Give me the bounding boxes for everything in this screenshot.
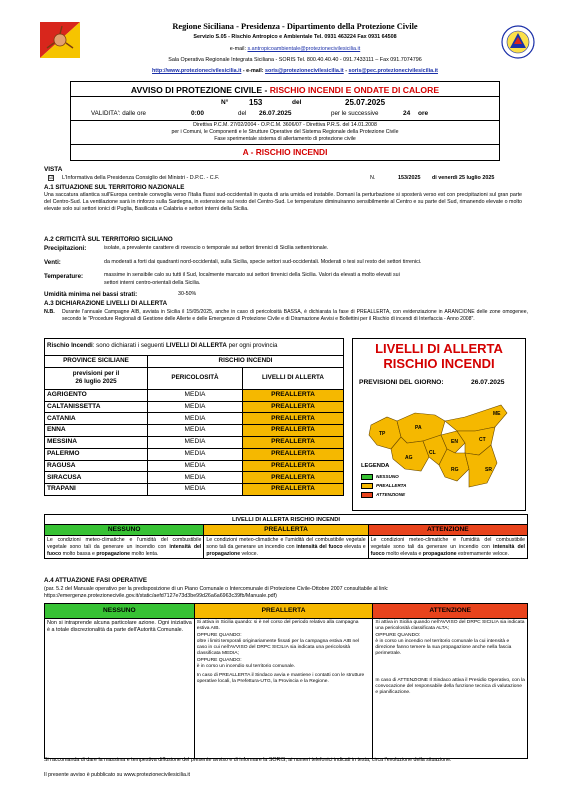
level-desc-preallerta: Le condizioni meteo-climatiche e l'umidità del combustibile vegetale sono tali da generare un incendio con intensità del fuoco elevata e propagazione veloce. — [204, 536, 368, 559]
phase-desc-nessuno: Non si intraprende alcuna particolare azione. Ogni iniziativa è a totale discrezionalità da parte dell'Autorità Comunale. — [45, 619, 195, 759]
map-region-me — [445, 405, 507, 431]
province-level: PREALLERTA — [243, 448, 344, 460]
nb-label: N.B. — [44, 309, 55, 315]
avviso-box — [70, 81, 500, 161]
section-a-title: A - RISCHIO INCENDI — [242, 147, 328, 157]
levels-caption: LIVELLI DI ALLERTA RISCHIO INCENDI — [44, 514, 528, 526]
map-label-tp: TP — [379, 431, 386, 437]
province-level: PREALLERTA — [243, 436, 344, 448]
validity-hours: 24 — [403, 110, 411, 117]
temperature-text-2: settori interni centro-orientali della Sicilia. — [104, 280, 201, 286]
avviso-number: 153 — [249, 98, 263, 107]
service-email-link[interactable]: s.antropicoambientale@protezionecivilesicilia.it — [247, 46, 361, 52]
a4-text: (par. 5.2 del Manuale operativo per la predisposizione di un Piano Comunale o Intercomunale di Protezione Civile-Ottobre 2007 consultabile al link: — [44, 586, 389, 592]
map-label-sr: SR — [485, 467, 492, 473]
province-caption: Rischio Incendi: sono dichiarati i seguenti LIVELLI DI ALLERTA per ogni provincia — [44, 338, 344, 355]
vista-n-label: N. — [370, 175, 376, 181]
province-risk: MEDIA — [148, 448, 243, 460]
province-level: PREALLERTA — [243, 460, 344, 472]
province-name: MESSINA — [45, 436, 148, 448]
province-risk: MEDIA — [148, 413, 243, 425]
province-risk: MEDIA — [148, 425, 243, 437]
map-panel — [352, 338, 526, 511]
map-title-2: RISCHIO INCENDI — [383, 356, 495, 371]
legend-label: ATTENZIONE — [376, 491, 406, 497]
avviso-date: 25.07.2025 — [345, 98, 386, 107]
vista-date: di venerdì 25 luglio 2025 — [432, 175, 495, 181]
soris-email-link[interactable]: soris@protezionecivilesicilia.it — [265, 68, 344, 74]
humidity-value: 30-50% — [178, 291, 197, 297]
validity-ore: ore — [418, 110, 429, 117]
a4-title: A.4 ATTUAZIONE FASI OPERATIVE — [44, 577, 148, 584]
legend-item — [361, 481, 406, 490]
del-label: del — [292, 99, 302, 106]
col-risk: RISCHIO INCENDI — [148, 356, 344, 368]
province-name: CATANIA — [45, 413, 148, 425]
manual-link[interactable]: https://emergenze.protezionecivile.gov.it/static/aefd7127e73d3be99d26a6a6963c39fb/Manuale.pdf) — [44, 593, 277, 599]
directive-line-2: per i Comuni, le Componenti e le Strutture Operative del Sistema Regionale della Protezione Civile — [171, 129, 399, 135]
phase-head-nessuno: NESSUNO — [45, 604, 195, 619]
levels-table — [44, 524, 528, 559]
province-row — [45, 484, 344, 496]
humidity-label: Umidità minima nei bassi strati: — [44, 291, 138, 298]
province-level: PREALLERTA — [243, 472, 344, 484]
province-name: AGRIGENTO — [45, 389, 148, 401]
province-row — [45, 413, 344, 425]
legend-swatch — [361, 474, 373, 480]
province-risk: MEDIA — [148, 389, 243, 401]
legend-item — [361, 472, 406, 481]
header-soris-line: Sala Operativa Regionale Integrata Siciliana - SORIS Tel. 800.40.40.40 - 091.7433111 – Fax 091.7074796 — [168, 57, 422, 63]
province-risk: MEDIA — [148, 460, 243, 472]
province-row — [45, 448, 344, 460]
number-label: N° — [221, 99, 229, 106]
legend — [361, 472, 406, 499]
footer-recommendation: Si raccomanda di dare la massima e tempestiva diffusione del presente avviso e di informare la SORIS, ai numeri telefonici indicati in testa, circa l'evoluzione della situazione. — [44, 757, 452, 763]
province-row — [45, 401, 344, 413]
province-level: PREALLERTA — [243, 401, 344, 413]
col-danger: PERICOLOSITÀ — [148, 367, 243, 389]
legend-label: NESSUNO — [376, 473, 399, 479]
directive-line-3: Fase sperimentale sistema di allertamento di protezione civile — [214, 136, 356, 142]
province-name: PALERMO — [45, 448, 148, 460]
col-province: PROVINCE SICILIANE — [45, 356, 148, 368]
wind-label: Venti: — [44, 259, 61, 266]
province-row — [45, 460, 344, 472]
province-level: PREALLERTA — [243, 413, 344, 425]
sicily-region-logo — [40, 22, 80, 58]
soris-pec-link[interactable]: soris@pec.protezionecivilesicilia.it — [348, 68, 438, 74]
province-level: PREALLERTA — [243, 389, 344, 401]
nb-text: Durante l'annuale Campagne AIB, avviata in Sicilia il 15/05/2025, anche in caso di pericolosità BASSA, è dichiarata la fase di PREALLERTA, con evidenziazione in ARANCIONE delle zone omogenee, secondo le "Procedure Regionali di Gestione delle Allerte e delle Emergenze di Protezione Civile e di Diramazione Avvisi e Bollettini per il Rischio di incendi di Interfaccia - Anno 2008". — [62, 309, 528, 322]
footer-publication: Il presente avviso è pubblicato su www.protezionecivilesicilia.it — [44, 772, 191, 778]
province-level: PREALLERTA — [243, 484, 344, 496]
map-forecast-date: 26.07.2025 — [471, 379, 505, 386]
level-head-nessuno: NESSUNO — [45, 525, 204, 536]
province-name: CALTANISSETTA — [45, 401, 148, 413]
phase-head-attenzione: ATTENZIONE — [373, 604, 528, 619]
province-risk: MEDIA — [148, 401, 243, 413]
map-forecast-label: PREVISIONI DEL GIORNO: — [359, 379, 444, 386]
temperature-label: Temperature: — [44, 273, 84, 280]
validity-del: del — [238, 110, 247, 117]
map-label-ag: AG — [405, 455, 413, 461]
a2-title: A.2 CRITICITÀ SUL TERRITORIO SICILIANO — [44, 236, 173, 243]
map-title-1: LIVELLI DI ALLERTA — [375, 341, 503, 356]
province-row — [45, 425, 344, 437]
map-label-cl: CL — [429, 450, 436, 456]
legend-title: LEGENDA — [361, 463, 390, 469]
temperature-text-1: massime in sensibile calo su tutti il Sud, localmente marcato sui settori tirrenici della Sicilia. Valori da elevati a molto elevati sui — [104, 272, 400, 278]
level-head-attenzione: ATTENZIONE — [368, 525, 527, 536]
header-service-line: Servizio S.05 - Rischio Antropico e Ambientale Tel. 0931 463224 Fax 0931 64508 — [193, 34, 397, 40]
vista-checkbox[interactable]: ☑ — [49, 175, 54, 181]
map-label-pa: PA — [415, 425, 422, 431]
a1-text: Una saccatura atlantica sull'Europa centrale convoglia verso l'Italia flussi sud-occidentali in quota di aria umida ed instabile. Domani la perturbazione si sposterà verso est con precipitazioni sul gran parte del Centro-Sud. La ventilazione sarà in rinforzo sulla Sardegna, in estensione sul resto del Centro-Sud. Le temperature diminuiranno sensibilmente al Centro e su parte del Sud, rimanendo elevate o molto elevate solo sui settori ionici di Puglia, Basilicata e Calabria e settori interni della Sicilia. — [44, 192, 522, 212]
website-link[interactable]: http://www.protezionecivilesicilia.it — [152, 68, 242, 74]
precipitation-label: Precipitazioni: — [44, 245, 87, 252]
validity-time: 0:00 — [191, 110, 205, 117]
civil-protection-logo — [500, 24, 536, 60]
map-label-en: EN — [451, 439, 458, 445]
map-label-me: ME — [493, 411, 501, 417]
avviso-title: AVVISO DI PROTEZIONE CIVILE - RISCHIO INCENDI E ONDATE DI CALORE — [130, 85, 440, 95]
validity-label: VALIDITA': dalle ore — [91, 110, 146, 117]
province-name: ENNA — [45, 425, 148, 437]
province-risk: MEDIA — [148, 436, 243, 448]
col-alert-level: LIVELLI DI ALLERTA — [243, 367, 344, 389]
wind-text: da moderati a forti dai quadranti nord-occidentali, sulla Sicilia, specie settori sud-occidentali. Moderati o tesi sul resto dei settori tirrenici. — [104, 259, 422, 265]
validity-date: 26.07.2025 — [259, 110, 292, 117]
level-head-preallerta: PREALLERTA — [204, 525, 368, 536]
successive-label: per le successive — [331, 110, 379, 117]
level-desc-attenzione: Le condizioni meteo-climatiche e l'umidità del combustibile vegetale sono tali da generare un incendio con intensità del fuoco molto elevata e propagazione estremamente veloce. — [368, 536, 527, 559]
phase-desc-attenzione: Si attiva in Sicilia quando nell'AVVISO del DRPC SICILIA sia indicata una pericolosità classificata ALTA; OPPURE QUANDO: è in corso un incendio nel territorio comunale la cui intensità e direzione fanno temere la sua propagazione anche nella fascia perimetrale. In caso di ATTENZIONE Il Sindaco attiva il Presidio Operativo, con la convocazione del responsabile della funzione tecnica di valutazione e pianificazione. — [373, 619, 528, 759]
directive-line-1: Direttiva P.C.M. 27/02/2004 - O.P.C.M. 3606/07 - Direttiva P.R.S. del 14.01.2008 — [193, 122, 377, 128]
province-risk: MEDIA — [148, 484, 243, 496]
level-desc-nessuno: Le condizioni meteo-climatiche e l'umidità del combustibile vegetale sono tali da generare un incendio con intensità del fuoco molto bassa e propagazione molto lenta. — [45, 536, 204, 559]
province-level: PREALLERTA — [243, 425, 344, 437]
province-risk: MEDIA — [148, 472, 243, 484]
province-name: SIRACUSA — [45, 472, 148, 484]
legend-label: PREALLERTA — [376, 482, 407, 488]
vista-text: L'Informativa della Presidenza Consiglio dei Ministri - D.P.C. - C.F. — [62, 175, 220, 181]
province-name: TRAPANI — [45, 484, 148, 496]
province-row — [45, 436, 344, 448]
a3-title: A.3 DICHIARAZIONE LIVELLI DI ALLERTA — [44, 300, 168, 307]
header-email-line: e-mail: s.antropicoambientale@protezionecivilesicilia.it — [229, 46, 361, 52]
province-row — [45, 472, 344, 484]
header-links-line: http://www.protezionecivilesicilia.it - e-mail: soris@protezionecivilesicilia.it - soris@pec.protezionecivilesicilia.it — [152, 68, 438, 74]
province-table — [44, 355, 344, 496]
a1-title: A.1 SITUAZIONE SUL TERRITORIO NAZIONALE — [44, 184, 185, 191]
forecast-date-cell: previsioni per il 26 luglio 2025 — [45, 367, 148, 389]
vista-label: VISTA — [44, 166, 63, 173]
legend-swatch — [361, 492, 373, 498]
precipitation-text: isolate, a prevalente carattere di rovescio o temporale sui settori tirrenici di Sicilia settentrionale. — [104, 245, 329, 251]
phase-desc-preallerta: Si attiva in Sicilia quando: si è nel corso del periodo relativo alla campagna estiva AIB. OPPURE QUANDO: oltre i limiti temporali originariamente fissati per la campagna estiva AIB nel caso in cui nell'AVVISO del DRPC SICILIA sia indicata una pericolosità classificata MEDIA; OPPURE QUANDO: è in corso un incendio sul territorio comunale. In caso di PREALLERTA il Sindaco avvia e mantiene i contatti con le strutture operative locali, la Prefettura-UTG, la Provincia e la Regione. — [194, 619, 373, 759]
map-label-ct: CT — [479, 437, 486, 443]
province-row — [45, 389, 344, 401]
phase-head-preallerta: PREALLERTA — [194, 604, 373, 619]
header-title: Regione Siciliana - Presidenza - Dipartimento della Protezione Civile — [172, 22, 418, 31]
vista-n-value: 153/2025 — [398, 175, 421, 181]
province-name: RAGUSA — [45, 460, 148, 472]
legend-item — [361, 490, 406, 499]
legend-swatch — [361, 483, 373, 489]
map-label-rg: RG — [451, 467, 459, 473]
phases-table — [44, 603, 528, 759]
